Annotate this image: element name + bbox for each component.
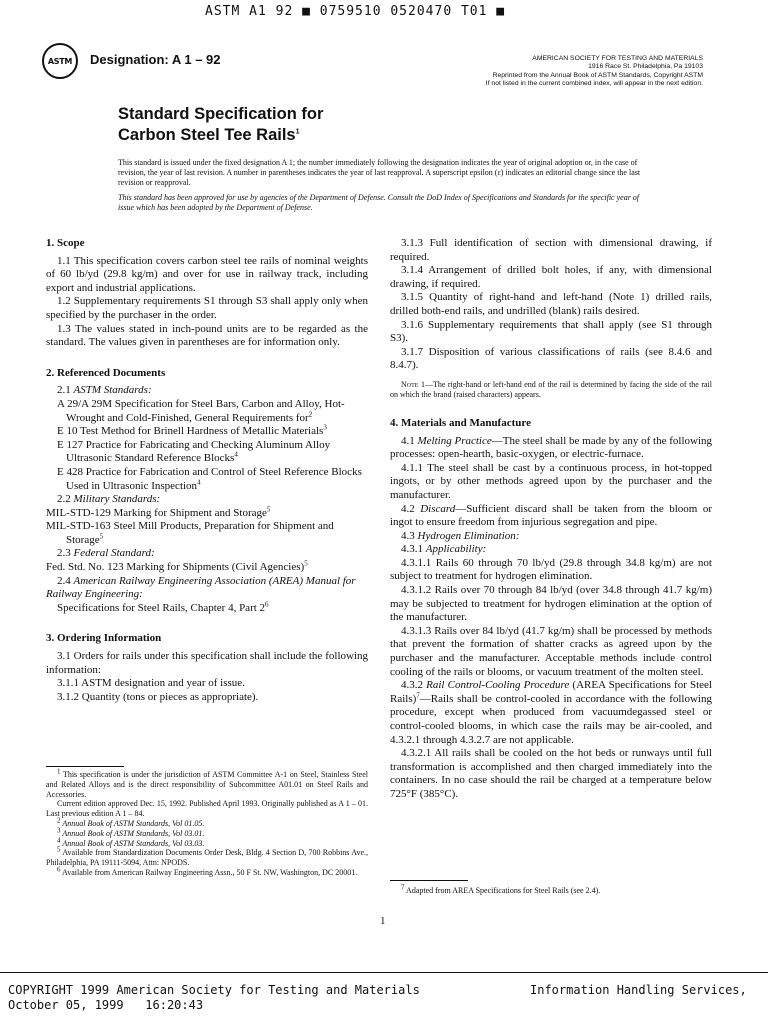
paragraph-3-1-7: 3.1.7 Disposition of various classifications of rails (see 8.4.6 and 8.4.7). [390,345,712,372]
clause-number: 2.1 [57,384,74,397]
paragraph-4-3-1-1: 4.3.1.1 Rails 60 through 70 lb/yd (29.8 through 34.8 kg/m) are not subject to treatment for hydrogen elimination. [390,556,712,583]
paragraph-4-2 [390,503,712,530]
reference-e127 [46,439,368,466]
reference-mil163 [46,520,368,547]
reference-text: A 29/A 29M Specification for Steel Bars, Carbon and Alloy, Hot-Wrought and Cold-Finished, General Requirements for [57,397,345,424]
paragraph-4-3-2 [390,679,712,747]
org-line: Reprinted from the Annual Book of ASTM Standards, Copyright ASTM [492,71,703,79]
copyright-line: COPYRIGHT 1999 American Society for Testing and Materials [8,983,420,997]
paragraph-4-3-1 [390,543,712,557]
logo-text: ASTM [47,56,73,66]
clause-number: 4.3 [401,529,418,542]
clause-number: 4.3.2 [401,679,427,692]
footnote [46,826,368,839]
footnote-text: Annual Book of ASTM Standards, Vol 03.01. [60,828,205,838]
footnote-text: Current edition approved Dec. 15, 1992. Published April 1993. Originally published as A 1 – 01. Last previous edition A 1 – 84. [46,799,368,819]
paragraph-3-1-2: 3.1.2 Quantity (tons or pieces as appropriate). [57,690,259,703]
footnote-text: Annual Book of ASTM Standards, Vol 03.03. [60,838,205,848]
footnotes-right [390,883,712,896]
footnote-ref: 6 [265,600,269,609]
astm-logo-icon [42,43,78,79]
footnote-text: Available from American Railway Engineering Assn., 50 F St. NW, Washington, DC 20001. [60,867,358,877]
paragraph-1-1: 1.1 This specification covers carbon steel tee rails of nominal weights of 60 lb/yd (29.8 kg/m) and over for use in railway track, including export and industrial applications. [46,254,368,294]
clause-title: Applicability: [425,543,487,556]
org-line: If not listed in the current combined index, will appear in the next edition. [485,80,703,88]
clause-number: 4.1 [401,434,418,447]
paragraph-4-3-1-2: 4.3.1.2 Rails over 70 through 84 lb/yd (over 34.8 through 41.7 kg/m) may be subjected to treatment for hydrogen elimination at the option of the manufacturer. [390,584,712,624]
reference-text: Specifications for Steel Rails, Chapter 4, Part 2 [57,601,266,614]
notice-paragraph: This standard is issued under the fixed designation A 1; the number immediately following the designation indicates the year of original adoption or, in the case of revision, the year of last revision. A number in parentheses indicates the year of last reapproval. A superscript epsilon (ε) indicates an editorial change since the last revision or reapproval. [118,158,641,187]
note-1 [390,380,712,400]
clause-title: American Railway Engineering Association (AREA) Manual for Railway Engineering: [46,574,356,601]
footnote [46,865,368,878]
document-code: ASTM A1 92 ■ 0759510 0520470 T01 ■ [205,4,506,19]
dod-notice-paragraph: This standard has been approved for use by agencies of the Department of Defense. Consult the DoD Index of Specifications and Standards for the specific year of issue which has been adopted by the Department of Defense. [118,193,640,213]
clause-text: (AREA Specifications for Steel Rails) [390,679,712,705]
footnote-text: Annual Book of ASTM Standards, Vol 01.05. [60,818,205,828]
paragraph-2-4 [46,575,368,602]
publisher-footer: Information Handling Services, [530,983,747,997]
reference-fed123 [46,561,368,575]
paragraph-3-1-6: 3.1.6 Supplementary requirements that shall apply (see S1 through S3). [390,318,712,345]
title-line-2 [118,125,323,146]
clause-title: Melting Practice [417,434,492,447]
footnote-number: 6 [57,865,61,874]
footnote [46,845,368,868]
footnote-text: Available from Standardization Documents Order Desk, Bldg. 4 Section D, 700 Robbins Ave., Philadelphia, PA 19111-5094, Attn: NPODS. [46,848,368,868]
org-line: 1916 Race St. Philadelphia, Pa 19103 [588,63,703,71]
footnote-number: 4 [57,835,61,844]
section-heading-materials-and-manufacture: 4. Materials and Manufacture [390,416,531,429]
footnote-number: 7 [401,883,405,892]
paragraph-4-1-1: 4.1.1 The steel shall be cast by a continuous process, in hot-topped ingots, or by other methods agreed upon by the purchaser and the manufacturer. [390,461,712,501]
reference-e428 [46,466,368,493]
document-title [118,104,323,146]
paragraph-4-3-1-3: 4.3.1.3 Rails over 84 lb/yd (41.7 kg/m) shall be processed by methods that prevent the formation of shatter cracks as agreed upon by the purchaser and the manufacturer. Acceptable methods include control cooling of the rails or blooms, or vacuum treatment of the molten steel. [390,624,712,678]
paragraph-1-2: 1.2 Supplementary requirements S1 through S3 shall apply only when specified by the purchaser in the order. [46,295,368,321]
title-line-1: Standard Specification for [118,105,324,123]
copyright-footer [8,983,420,1013]
footnote-number: 3 [57,826,61,835]
page-number: 1 [380,915,386,927]
clause-title: Discard [420,502,456,515]
note-label: Note 1 [401,379,425,389]
timestamp-line: October 05, 1999 16:20:43 [8,998,204,1012]
footnote [390,883,712,896]
footnote-ref: 4 [197,477,201,486]
footnote-ref: 1 [295,128,300,136]
clause-number: 4.3.1 [401,543,426,556]
footnote-ref: 5 [266,505,271,514]
paragraph-3-1-1: 3.1.1 ASTM designation and year of issue. [57,677,245,690]
reference-mil129 [46,507,368,521]
section-heading-ordering-information: 3. Ordering Information [46,632,162,645]
clause-text: —Rails shall be control-cooled in accordance with the following procedure, except when produced from vacuumdegassed steel or control-cooled blooms, in which case the rails may be air-cooled, and 4.3.2.1 through 4.3.2.7 are not applicable. [390,692,712,746]
clause-number: 2.3 [57,547,74,560]
footnote-ref: 5 [99,532,104,541]
footnote [46,799,368,819]
clause-title: Hydrogen Elimination: [417,529,520,542]
clause-text: —The steel shall be made by any of the following processes: open-hearth, basic-oxygen, or electric-furnace. [390,434,713,461]
paragraph-1-3: 1.3 The values stated in inch-pound units are to be regarded as the standard. The values given in parentheses are for information only. [46,322,368,349]
paragraph-3-1-4: 3.1.4 Arrangement of drilled bolt holes, if any, with dimensional drawing, if required. [390,264,712,290]
footnote-ref: 4 [234,450,238,459]
paragraph-3-1-5: 3.1.5 Quantity of right-hand and left-hand (Note 1) drilled rails, drilled both-end rails, and undrilled (blank) rails desired. [390,291,712,317]
reference-area [46,602,368,616]
clause-number: 4.2 [401,502,421,515]
clause-title: Rail Control-Cooling Procedure [426,679,570,692]
left-column [46,237,368,704]
footer-divider [0,972,768,973]
reference-e10 [46,425,368,439]
paragraph-4-3-2-1: 4.3.2.1 All rails shall be cooled on the hot beds or runways until full transformation is accomplished and then charged immediately into the containers. In no case should the rail be charged at a temperature below 725°F (385°C). [390,747,712,800]
paragraph-2-1 [46,384,368,398]
paragraph-3-1: 3.1 Orders for rails under this specification shall include the following information: [46,650,368,676]
footnotes-left [46,767,368,878]
title-text: Carbon Steel Tee Rails [118,126,296,144]
footnote [46,816,368,829]
standard-notice [118,158,648,219]
paragraph-2-2 [46,493,368,507]
organization-block [420,55,703,89]
footnote-number: 5 [57,845,61,854]
right-column [390,237,712,802]
org-line: AMERICAN SOCIETY FOR TESTING AND MATERIALS [532,55,703,62]
clause-title: Military Standards: [73,493,161,506]
footnote-text: This specification is under the jurisdiction of ASTM Committee A-1 on Steel, Stainless Steel and Related Alloys and is the direct responsibility of Subcommittee A01.01 on Steel Rails and Accessories. [46,770,368,799]
section-heading-referenced-documents: 2. Referenced Documents [46,366,166,379]
clause-title: ASTM Standards: [73,384,152,397]
footnote [46,767,368,799]
reference-text: MIL-STD-129 Marking for Shipment and Storage [46,506,267,519]
reference-text: Fed. Std. No. 123 Marking for Shipments (Civil Agencies) [46,561,305,574]
paragraph-4-3 [390,530,712,544]
note-text: —The right-hand or left-hand end of the rail is determined by facing the side of the rail on which the brand (raised characters) appears. [390,379,712,399]
reference-text: E 10 Test Method for Brinell Hardness of Metallic Materials [57,425,324,438]
footnote-number: 2 [57,816,61,825]
footnote [46,835,368,849]
clause-title: Federal Standard: [73,547,155,560]
section-heading-scope: 1. Scope [46,237,85,249]
designation: Designation: A 1 – 92 [90,52,221,67]
reference-text: E 127 Practice for Fabricating and Checking Aluminum Alloy Ultrasonic Standard Reference Blocks [57,438,331,465]
footnote-divider [390,880,468,881]
paragraph-4-1 [390,435,712,462]
paragraph-3-1-3: 3.1.3 Full identification of section with dimensional drawing, if required. [390,237,712,263]
footnote-ref: 3 [323,423,327,432]
footnote-ref: 5 [304,559,308,568]
footnote-ref: 2 [308,409,313,418]
footnote-text: Adapted from AREA Specifications for Steel Rails (see 2.4). [404,886,601,895]
clause-number: 2.4 [57,574,74,587]
paragraph-2-3 [46,547,368,561]
footnote-number: 1 [57,767,61,776]
reference-text: E 428 Practice for Fabrication and Control of Steel Reference Blocks Used in Ultrasonic Inspection [57,465,362,492]
clause-number: 2.2 [57,493,74,506]
reference-text: MIL-STD-163 Steel Mill Products, Preparation for Shipment and Storage [46,520,334,546]
reference-a29 [46,398,368,425]
footnote-ref: 7 [416,691,420,700]
clause-text: —Sufficient discard shall be taken from the bloom or ingot to ensure freedom from injurious segregation and pipe. [390,502,712,529]
